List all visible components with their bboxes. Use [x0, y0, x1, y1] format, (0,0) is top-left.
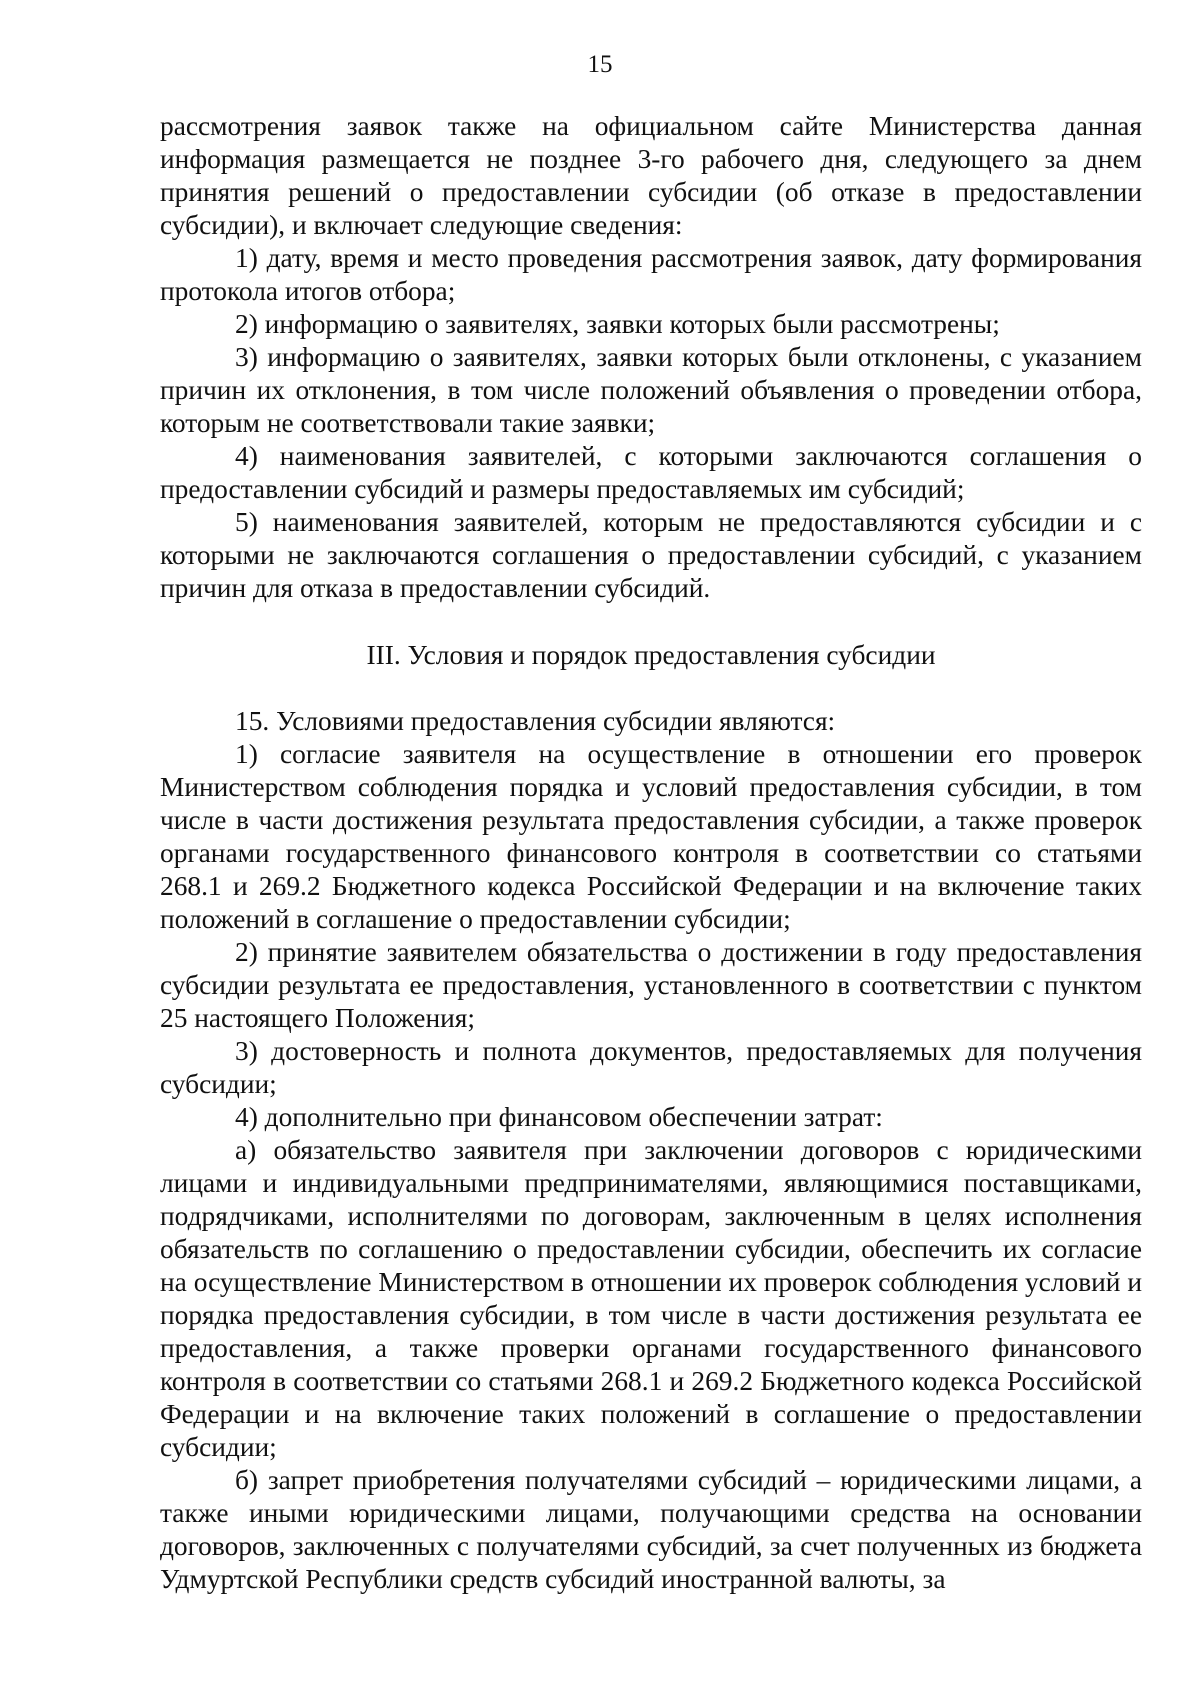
condition-1: 1) согласие заявителя на осуществление в отношении его проверок Министерством соблюдения порядка и условий предоставления субсидии, в том числе в части достижения результата предоставления субсидии, а также проверок органами государственного финансового контроля в соответствии со статьями 268.1 и 269.2 Бюджетного кодекса Российской Федерации и на включение таких положений в соглашение о предоставлении субсидии; — [160, 739, 1142, 934]
condition-3: 3) достоверность и полнота документов, предоставляемых для получения субсидии; — [160, 1036, 1142, 1099]
condition-4: 4) дополнительно при финансовом обеспечении затрат: — [235, 1102, 883, 1132]
condition-4b: б) запрет приобретения получателями субсидий – юридическими лицами, а также иными юридическими лицами, получающими средства на основании договоров, заключенных с получателями субсидий, за счет полученных из бюджета Удмуртской Республики средств субсидий иностранной валюты, за — [160, 1465, 1142, 1594]
section-heading: III. Условия и порядок предоставления субсидии — [366, 640, 936, 670]
list-item-5: 5) наименования заявителей, которым не предоставляются субсидии и с которыми не заключаются соглашения о предоставлении субсидий, с указанием причин для отказа в предоставлении субсидий. — [160, 507, 1142, 603]
paragraph-continuation: рассмотрения заявок также на официальном сайте Министерства данная информация размещается не позднее 3-го рабочего дня, следующего за днем принятия решений о предоставлении субсидии (об отказе в предоставлении субсидии), и включает следующие сведения: — [160, 111, 1142, 240]
list-item-1: 1) дату, время и место проведения рассмотрения заявок, дату формирования протокола итогов отбора; — [160, 243, 1142, 306]
clause-15: 15. Условиями предоставления субсидии являются: — [235, 706, 836, 736]
list-item-3: 3) информацию о заявителях, заявки которых были отклонены, с указанием причин их отклонения, в том числе положений объявления о проведении отбора, которым не соответствовали такие заявки; — [160, 342, 1142, 438]
condition-2: 2) принятие заявителем обязательства о достижении в году предоставления субсидии результата ее предоставления, установленного в соответствии с пунктом 25 настоящего Положения; — [160, 937, 1142, 1033]
condition-4a: а) обязательство заявителя при заключении договоров с юридическими лицами и индивидуальными предпринимателями, являющимися поставщиками, подрядчиками, исполнителями по договорам, заключенным в целях исполнения обязательств по соглашению о предоставлении субсидии, обеспечить их согласие на осуществление Министерством в отношении их проверок соблюдения условий и порядка предоставления субсидии, в том числе в части достижения результата ее предоставления, а также проверки органами государственного финансового контроля в соответствии со статьями 268.1 и 269.2 Бюджетного кодекса Российской Федерации и на включение таких положений в соглашение о предоставлении субсидии; — [160, 1135, 1142, 1462]
list-item-4: 4) наименования заявителей, с которыми заключаются соглашения о предоставлении субсидий и размеры предоставляемых им субсидий; — [160, 441, 1142, 504]
document-body — [160, 110, 1142, 1596]
list-item-2: 2) информацию о заявителях, заявки которых были рассмотрены; — [235, 309, 1000, 339]
page-number: 15 — [587, 51, 613, 78]
